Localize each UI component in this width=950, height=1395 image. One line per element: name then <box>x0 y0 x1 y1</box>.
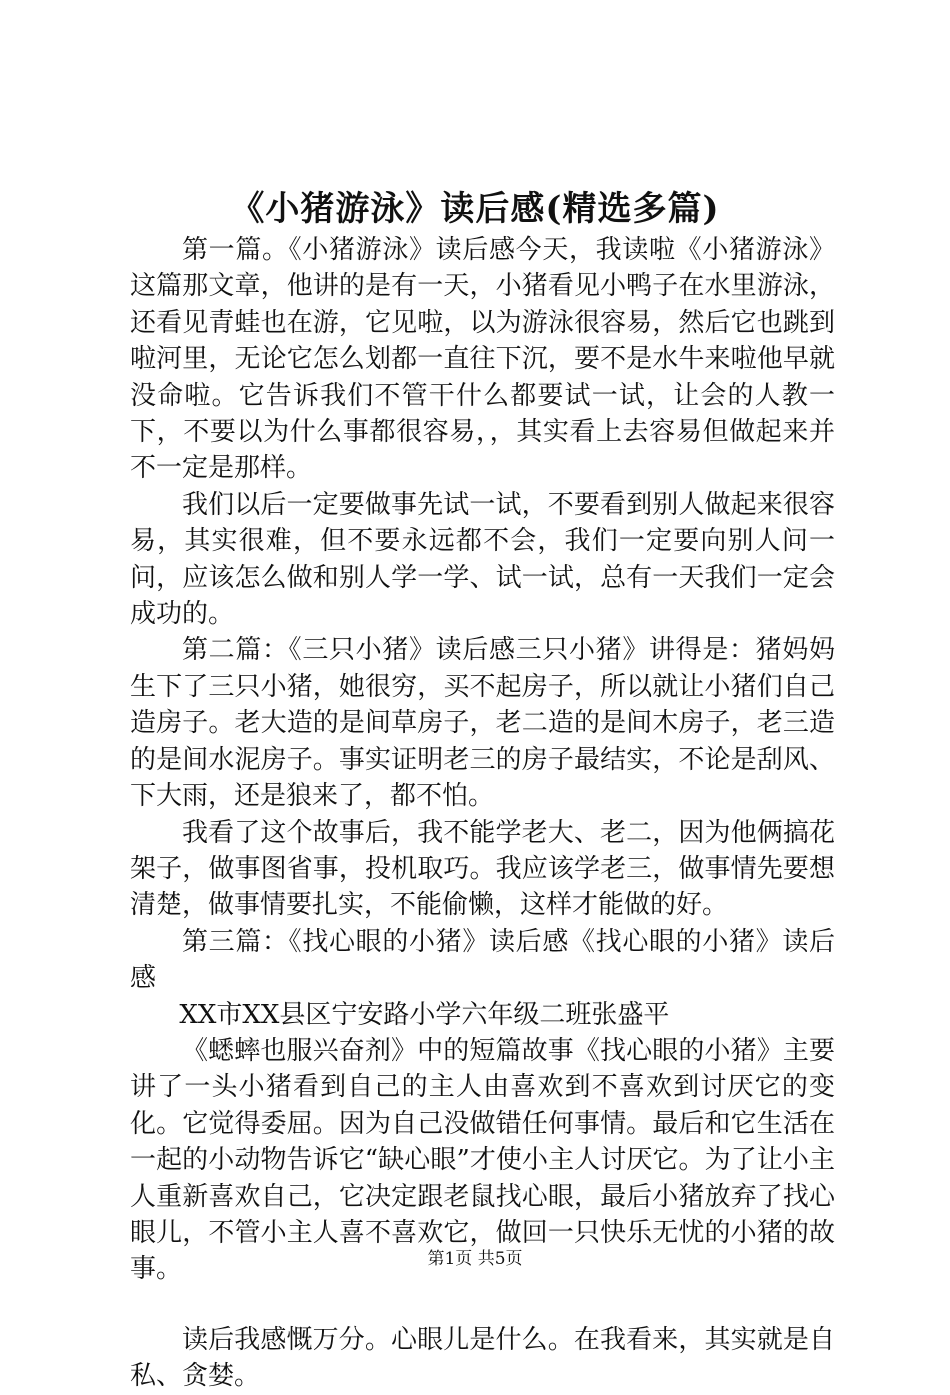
paragraph-4: 我看了这个故事后，我不能学老大、老二，因为他俩搞花架子，做事图省事，投机取巧。我应该学老三，做事情先要想清楚，做事情要扎实，不能偷懒，这样才能做的好。 <box>130 817 835 921</box>
author-line: XX市XX县区宁安路小学六年级二班张盛平 <box>179 999 670 1030</box>
paragraph-6: 《蟋蟀也服兴奋剂》中的短篇故事《找心眼的小猪》主要讲了一头小猪看到自己的主人由喜欢到不喜欢到讨厌它的变化。它觉得委屈。因为自己没做错任何事情。最后和它生活在一起的小动物告诉它“缺心眼”才使小主人讨厌它。为了让小主人重新喜欢自己，它决定跟老鼠找心眼，最后小猪放弃了找心眼儿，不管小主人喜不喜欢它，做回一只快乐无忧的小猪的故事。 <box>130 1035 835 1285</box>
paragraph-2: 我们以后一定要做事先试一试，不要看到别人做起来很容易，其实很难，但不要永远都不会，我们一定要向别人问一问，应该怎么做和别人学一学、试一试，总有一天我们一定会成功的。 <box>130 489 835 630</box>
paragraph-1: 第一篇。《小猪游泳》读后感今天，我读啦《小猪游泳》这篇那文章，他讲的是有一天，小猪看见小鸭子在水里游泳，还看见青蛙也在游，它见啦，以为游泳很容易，然后它也跳到啦河里，无论它怎么划都一直往下沉，要不是水牛来啦他早就没命啦。它告诉我们不管干什么都要试一试，让会的人教一下，不要以为什么事都很容易，，其实看上去容易但做起来并不一定是那样。 <box>130 235 835 484</box>
paragraph-3: 第二篇：《三只小猪》读后感三只小猪》讲得是：猪妈妈生下了三只小猪，她很穷，买不起房子，所以就让小猪们自己造房子。老大造的是间草房子，老二造的是间木房子，老三造的是间水泥房子。事实证明老三的房子最结实，不论是刮风、下大雨，还是狼来了，都不怕。 <box>130 635 835 812</box>
paragraph-gap <box>130 1288 835 1322</box>
paragraph-7: 读后我感慨万分。心眼儿是什么。在我看来，其实就是自私、贪婪。 <box>130 1324 835 1392</box>
document-title: 《小猪游泳》读后感(精选多篇) <box>230 189 720 229</box>
document-body <box>130 232 835 1395</box>
page-footer: 第1页 共5页 <box>427 1249 523 1269</box>
paragraph-5: 第三篇：《找心眼的小猪》读后感《找心眼的小猪》读后感 <box>130 926 835 994</box>
